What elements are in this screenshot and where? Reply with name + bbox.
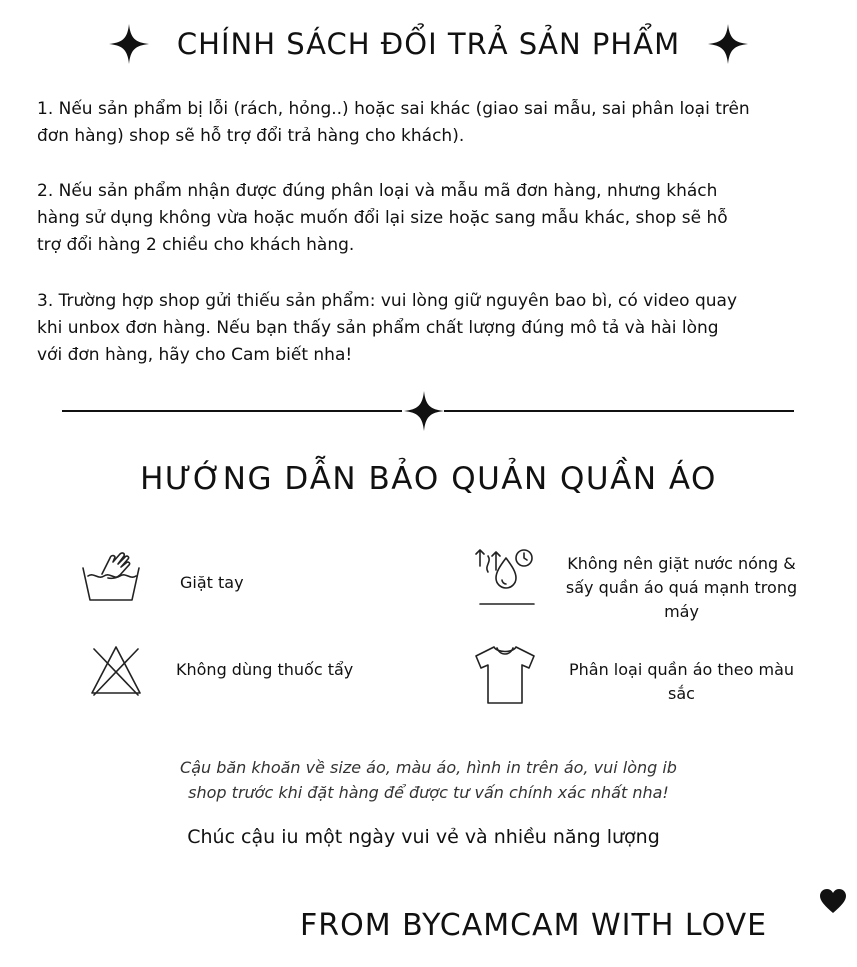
policy-item-3-line: 3. Trường hợp shop gửi thiếu sản phẩm: vui lòng giữ nguyên bao bì, có video quay bbox=[37, 291, 738, 311]
sparkle-icon bbox=[708, 24, 748, 64]
sparkle-icon bbox=[109, 24, 149, 64]
no-bleach-icon bbox=[88, 643, 144, 699]
policy-item-1 bbox=[37, 96, 819, 150]
policy-item-1-line: 1. Nếu sản phẩm bị lỗi (rách, hỏng..) hoặc sai khác (giao sai mẫu, sai phân loại trên bbox=[37, 99, 750, 119]
tshirt-icon bbox=[472, 644, 538, 706]
care-label-no-hot-water bbox=[540, 552, 823, 624]
heart-icon bbox=[819, 888, 847, 914]
policy-item-3-line: khi unbox đơn hàng. Nếu bạn thấy sản phẩm chất lượng đúng mô tả và hài lòng bbox=[37, 318, 719, 338]
care-label-line: Không nên giặt nước nóng & bbox=[567, 554, 796, 573]
signature: FROM BYCAMCAM WITH LOVE bbox=[300, 908, 768, 943]
size-advice-note bbox=[0, 755, 857, 805]
divider-line-left bbox=[62, 410, 402, 412]
policy-item-3 bbox=[37, 288, 819, 369]
policy-item-2-line: hàng sử dụng không vừa hoặc muốn đổi lại size hoặc sang mẫu khác, shop sẽ hỗ bbox=[37, 208, 728, 228]
care-label-sort-colors bbox=[540, 658, 823, 706]
policy-title: CHÍNH SÁCH ĐỔI TRẢ SẢN PHẨM bbox=[176, 27, 681, 61]
wish-text: Chúc cậu iu một ngày vui vẻ và nhiều năng lượng bbox=[187, 826, 660, 848]
divider-line-right bbox=[444, 410, 794, 412]
divider-sparkle-icon bbox=[404, 391, 444, 431]
care-label-line: máy bbox=[664, 602, 699, 621]
care-label-line: sấy quần áo quá mạnh trong bbox=[565, 578, 798, 597]
no-hot-water-icon bbox=[472, 544, 542, 610]
care-label-line: Phân loại quần áo theo màu bbox=[568, 660, 795, 679]
note-line: shop trước khi đặt hàng để được tư vấn chính xác nhất nha! bbox=[188, 783, 669, 802]
care-label-no-bleach: Không dùng thuốc tẩy bbox=[176, 660, 354, 679]
care-title: HƯỚNG DẪN BẢO QUẢN QUẦN ÁO bbox=[140, 461, 717, 497]
policy-title-row bbox=[0, 18, 857, 68]
care-label-hand-wash: Giặt tay bbox=[180, 573, 244, 592]
note-line: Cậu băn khoăn về size áo, màu áo, hình in trên áo, vui lòng ib bbox=[180, 758, 677, 777]
policy-item-2 bbox=[37, 178, 819, 259]
policy-item-2-line: trợ đổi hàng 2 chiều cho khách hàng. bbox=[37, 235, 355, 255]
policy-item-3-line: với đơn hàng, hãy cho Cam biết nha! bbox=[37, 345, 353, 365]
care-label-line: sắc bbox=[668, 684, 695, 703]
policy-item-2-line: 2. Nếu sản phẩm nhận được đúng phân loại và mẫu mã đơn hàng, nhưng khách bbox=[37, 181, 718, 201]
policy-item-1-line: đơn hàng) shop sẽ hỗ trợ đổi trả hàng cho khách). bbox=[37, 126, 465, 146]
hand-wash-icon bbox=[80, 548, 142, 604]
